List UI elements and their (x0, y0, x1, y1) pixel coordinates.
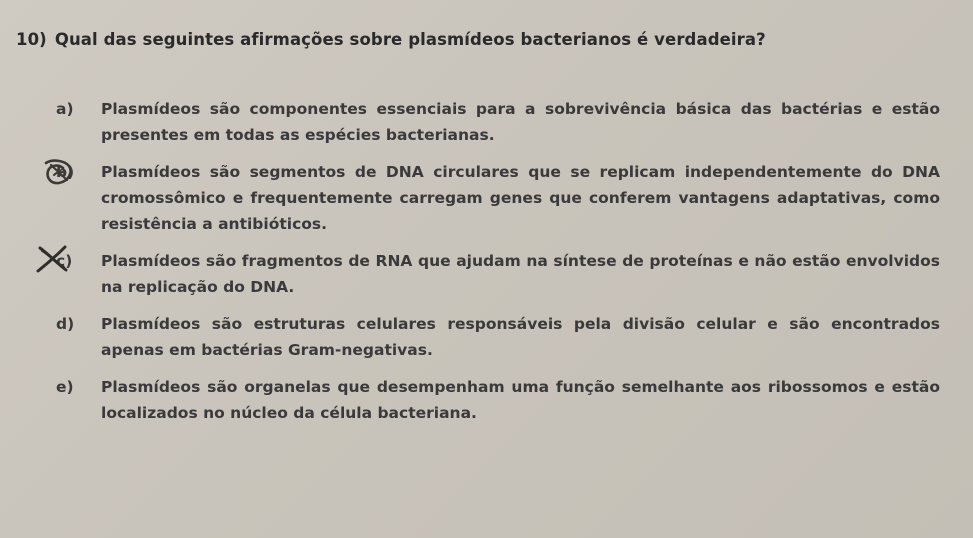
option-c[interactable] (56, 248, 940, 300)
option-e-text: Plasmídeos são organelas que desempenham uma função semelhante aos ribossomos e estão localizados no núcleo da célula bacteriana. (101, 378, 940, 422)
option-a[interactable] (56, 96, 940, 148)
question-number: 10) (16, 30, 47, 49)
option-d-text: Plasmídeos são estruturas celulares responsáveis pela divisão celular e são encontrados apenas em bactérias Gram-negativas. (101, 315, 940, 359)
option-c-letter: c) (56, 252, 73, 270)
option-b-text: Plasmídeos são segmentos de DNA circulares que se replicam independentemente do DNA cromossômico e frequentemente carregam genes que conferem vantagens adaptativas, como resistência a antibióticos. (101, 163, 940, 233)
question-text: Qual das seguintes afirmações sobre plasmídeos bacterianos é verdadeira? (54, 30, 766, 49)
question-header (16, 30, 956, 49)
option-a-text: Plasmídeos são componentes essenciais para a sobrevivência básica das bactérias e estão presentes em todas as espécies bacterianas. (101, 100, 940, 144)
option-e-letter: e) (56, 378, 74, 396)
option-e[interactable] (56, 374, 940, 426)
option-d[interactable] (56, 311, 940, 363)
option-b-letter: b) (56, 163, 75, 181)
option-a-letter: a) (56, 100, 74, 118)
option-d-letter: d) (56, 315, 75, 333)
option-c-text: Plasmídeos são fragmentos de RNA que ajudam na síntese de proteínas e não estão envolvidos na replicação do DNA. (101, 252, 940, 296)
option-b[interactable] (56, 159, 940, 237)
answer-options (56, 96, 940, 437)
